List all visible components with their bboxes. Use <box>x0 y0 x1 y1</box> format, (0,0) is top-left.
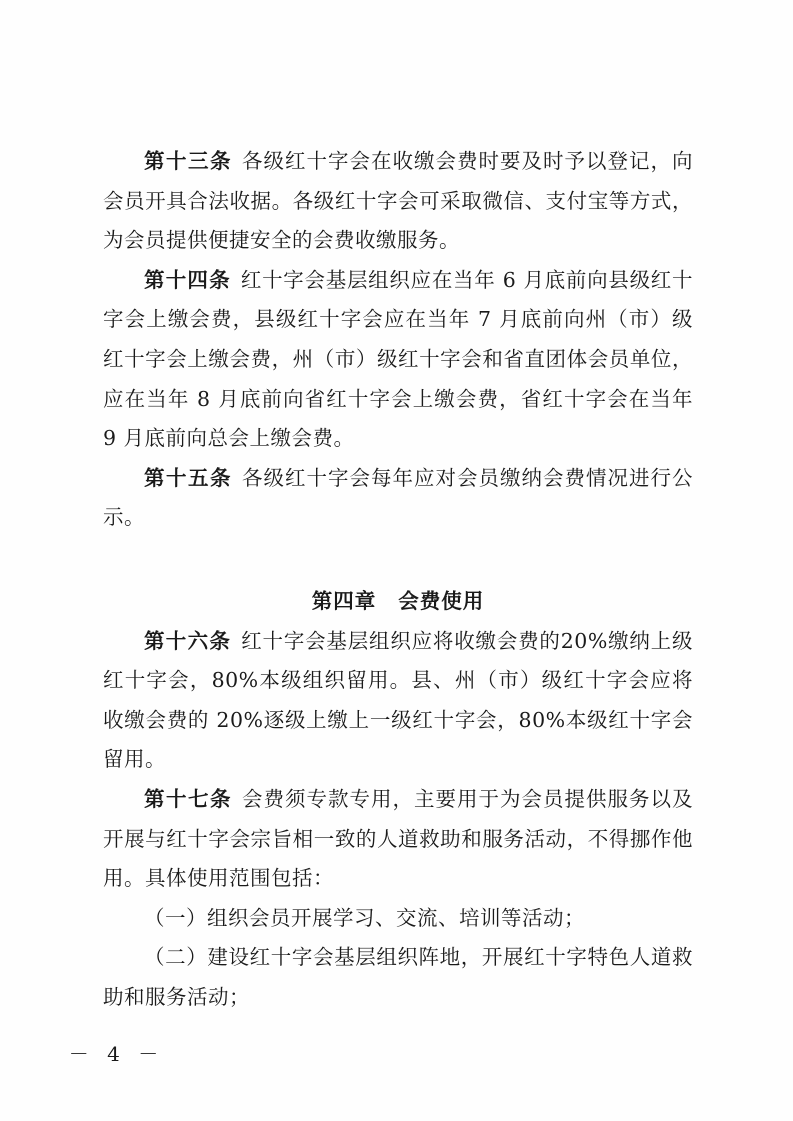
article-text: 红十字会基层组织应将收缴会费的20%缴纳上级红十字会，80%本级组织留用。县、州（市）级红十字会应将收缴会费的 20%逐级上缴上一级红十字会，80%本级红十字会留用。 <box>103 628 694 772</box>
article-label: 第十三条 <box>144 149 232 173</box>
article-label: 第十四条 <box>144 267 231 292</box>
chapter-title: 会费使用 <box>398 588 485 613</box>
article-15 <box>103 459 693 538</box>
article-16 <box>103 622 693 780</box>
article-label: 第十六条 <box>144 628 232 653</box>
article-17 <box>103 780 693 899</box>
page-number: － 4 － <box>68 1042 165 1066</box>
article-13 <box>103 142 693 261</box>
page-content <box>103 142 693 1017</box>
article-label: 第十七条 <box>144 786 232 811</box>
article-text: 各级红十字会每年应对会员缴纳会费情况进行公示。 <box>103 465 693 530</box>
chapter-number: 第四章 <box>311 588 377 613</box>
article-label: 第十五条 <box>144 465 232 490</box>
article-14 <box>103 261 693 459</box>
article-text: 会费须专款专用，主要用于为会员提供服务以及开展与红十字会宗旨相一致的人道救助和服务活动，不得挪作他用。具体使用范围包括： <box>103 786 693 891</box>
chapter-heading <box>103 582 693 622</box>
article-text: 红十字会基层组织应在当年 6 月底前向县级红十字会上缴会费，县级红十字会应在当年 7 月底前向州（市）级红十字会上缴会费，州（市）级红十字会和省直团体会员单位，应在当年 8 月底前向省红十字会上缴会费，省红十字会在当年 9 月底前向总会上缴会费。 <box>103 267 694 451</box>
article-text: 各级红十字会在收缴会费时要及时予以登记，向会员开具合法收据。各级红十字会可采取微信、支付宝等方式，为会员提供便捷安全的会费收缴服务。 <box>103 149 693 253</box>
list-item: （二）建设红十字会基层组织阵地，开展红十字特色人道救助和服务活动； <box>103 945 693 1009</box>
list-item: （一）组织会员开展学习、交流、培训等活动； <box>144 905 585 930</box>
